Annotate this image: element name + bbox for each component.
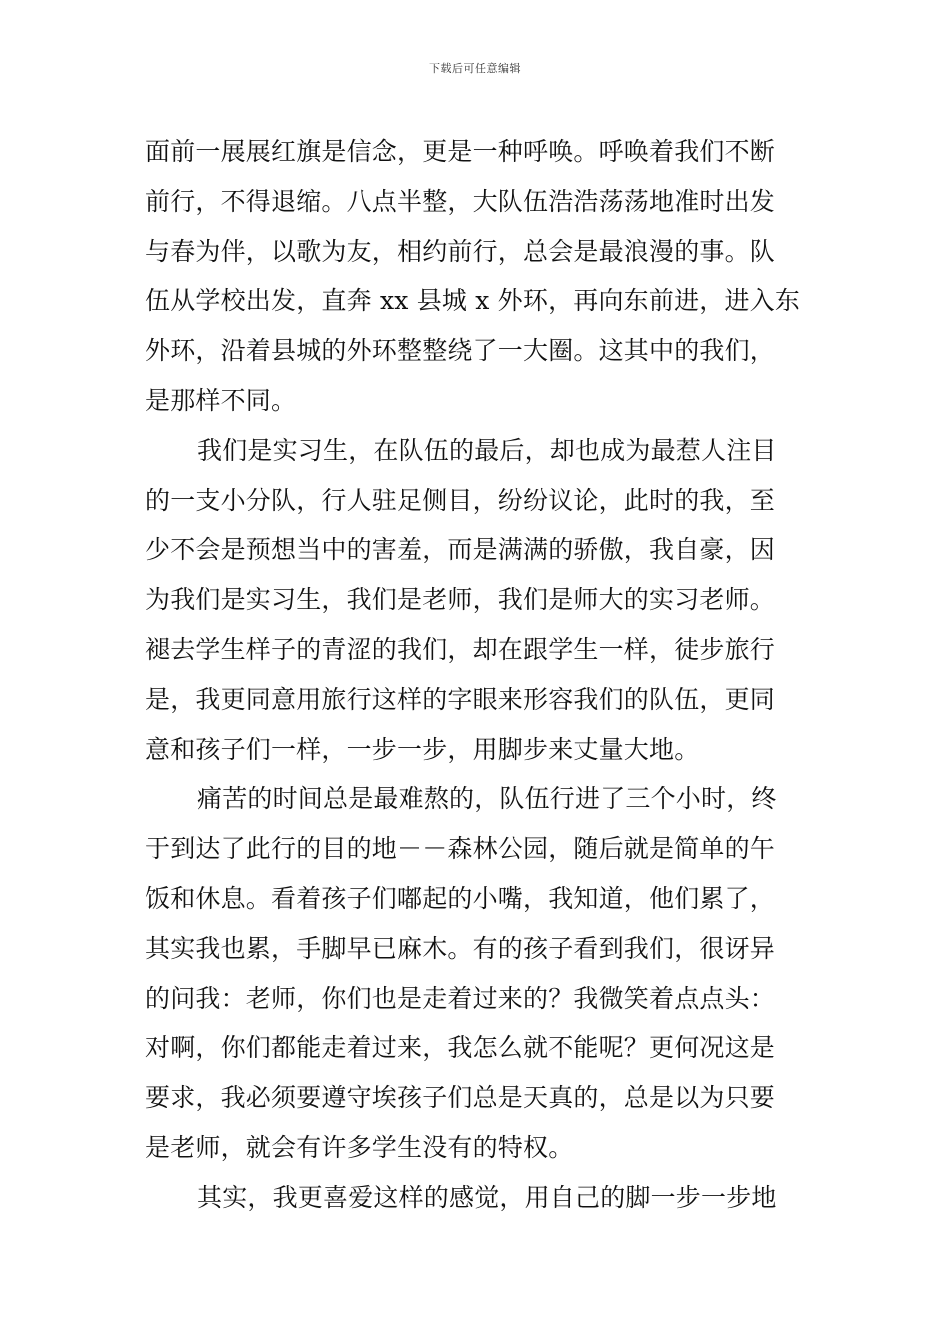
text-line: 是那样不同。	[145, 385, 297, 415]
text-line-first: 我们是实习生，在队伍的最后，却也成为最惹人注目	[197, 435, 777, 465]
text-line: 的问我：老师，你们也是走着过来的？我微笑着点点头：	[145, 983, 776, 1013]
text-line: 外环，沿着县城的外环整整绕了一大圈。这其中的我们，	[145, 336, 776, 366]
text-line: 要求，我必须要遵守埃孩子们总是天真的，总是以为只要	[145, 1083, 776, 1113]
text-line: 是老师，就会有许多学生没有的特权。	[145, 1132, 574, 1162]
document-body	[145, 127, 810, 1223]
text-line: 面前一展展红旗是信念，更是一种呼唤。呼唤着我们不断	[145, 137, 776, 166]
text-line: 少不会是预想当中的害羞，而是满满的骄傲，我自豪，因	[145, 535, 776, 565]
paragraph-4	[145, 1173, 810, 1223]
text-line: 为我们是实习生，我们是老师，我们是师大的实习老师。	[145, 585, 776, 615]
text-line: 意和孩子们一样，一步一步，用脚步来丈量大地。	[145, 734, 700, 764]
paragraph-2	[145, 426, 810, 775]
page-header: 下载后可任意编辑	[429, 62, 521, 75]
paragraph-1	[145, 127, 810, 426]
text-line-first: 其实，我更喜爱这样的感觉，用自己的脚一步一步地	[197, 1182, 777, 1212]
text-line: 的一支小分队，行人驻足侧目，纷纷议论，此时的我，至	[145, 485, 776, 515]
text-line: 伍从学校出发，直奔 xx 县城 x 外环，再向东前进，进入东	[145, 286, 801, 316]
text-line: 饭和休息。看着孩子们嘟起的小嘴，我知道，他们累了，	[145, 883, 776, 913]
text-line: 于到达了此行的目的地－－森林公园，随后就是简单的午	[145, 834, 776, 864]
text-line-first: 痛苦的时间总是最难熬的，队伍行进了三个小时，终	[197, 784, 777, 814]
paragraph-3	[145, 774, 810, 1172]
text-line: 与春为伴，以歌为友，相约前行，总会是最浪漫的事。队	[145, 236, 776, 266]
text-line: 是，我更同意用旅行这样的字眼来形容我们的队伍，更同	[145, 684, 776, 714]
text-line: 其实我也累，手脚早已麻木。有的孩子看到我们，很讶异	[145, 933, 776, 963]
text-line: 前行，不得退缩。八点半整，大队伍浩浩荡荡地准时出发	[145, 186, 776, 216]
text-line: 对啊，你们都能走着过来，我怎么就不能呢？更何况这是	[145, 1033, 776, 1063]
text-line: 褪去学生样子的青涩的我们，却在跟学生一样，徒步旅行	[145, 634, 776, 664]
